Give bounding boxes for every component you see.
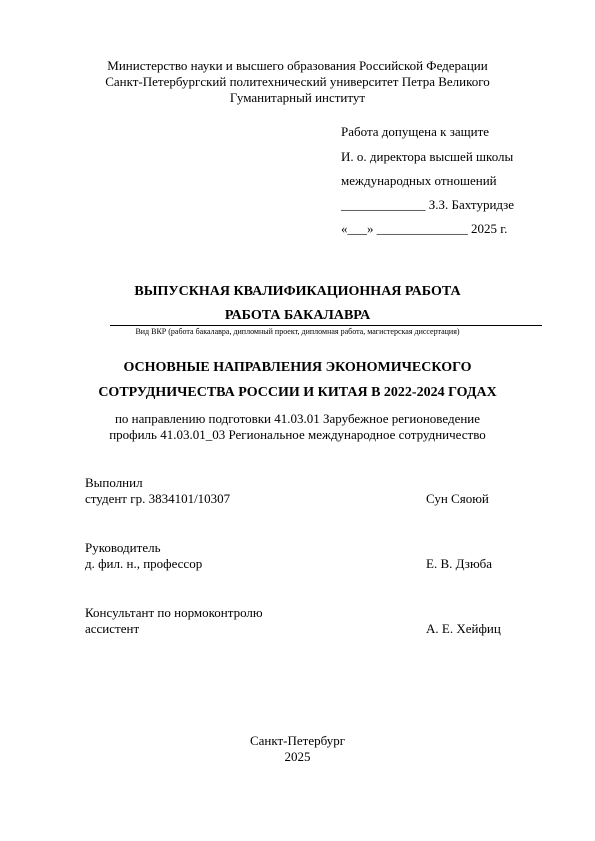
supervisor-role: Руководитель xyxy=(85,540,161,555)
work-type-underline xyxy=(110,325,542,326)
approval-line-1: Работа допущена к защите xyxy=(341,124,490,139)
topic-title-line-2: СОТРУДНИЧЕСТВА РОССИИ И КИТАЯ В 2022-2024 ГОДАХ xyxy=(98,385,497,400)
ministry-name: Министерство науки и высшего образования Российской Федерации xyxy=(107,58,488,73)
student-role: Выполнил xyxy=(85,475,143,490)
consultant-role: Консультант по нормоконтролю xyxy=(85,605,263,620)
study-profile: профиль 41.03.01_03 Региональное международное сотрудничество xyxy=(109,427,486,442)
footer-city: Санкт-Петербург xyxy=(249,733,346,748)
footer-year: 2025 xyxy=(284,749,311,764)
work-type-note: Вид ВКР (работа бакалавра, дипломный проект, дипломная работа, магистерская диссертация) xyxy=(135,327,460,336)
supervisor-position: д. фил. н., профессор xyxy=(85,556,203,571)
work-type-value: РАБОТА БАКАЛАВРА xyxy=(224,308,371,323)
approval-line-3: международных отношений xyxy=(341,173,497,188)
topic-title-line-1: ОСНОВНЫЕ НАПРАВЛЕНИЯ ЭКОНОМИЧЕСКОГО xyxy=(123,360,472,375)
institute-name: Гуманитарный институт xyxy=(229,90,366,105)
approval-signature-line: _____________ З.З. Бахтуридзе xyxy=(341,197,515,212)
student-position: студент гр. 3834101/10307 xyxy=(85,491,231,506)
university-name: Санкт-Петербургский политехнический университет Петра Великого xyxy=(105,74,490,89)
supervisor-name: Е. В. Дзюба xyxy=(426,556,493,571)
consultant-position: ассистент xyxy=(85,621,140,636)
approval-date-line: «___» ______________ 2025 г. xyxy=(341,221,508,236)
study-direction: по направлению подготовки 41.03.01 Зарубежное регионоведение xyxy=(114,411,481,426)
consultant-name: А. Е. Хейфиц xyxy=(426,621,501,636)
student-name: Сун Сяоюй xyxy=(426,491,489,506)
approval-line-2: И. о. директора высшей школы xyxy=(341,149,514,164)
work-type-heading: ВЫПУСКНАЯ КВАЛИФИКАЦИОННАЯ РАБОТА xyxy=(134,284,461,299)
